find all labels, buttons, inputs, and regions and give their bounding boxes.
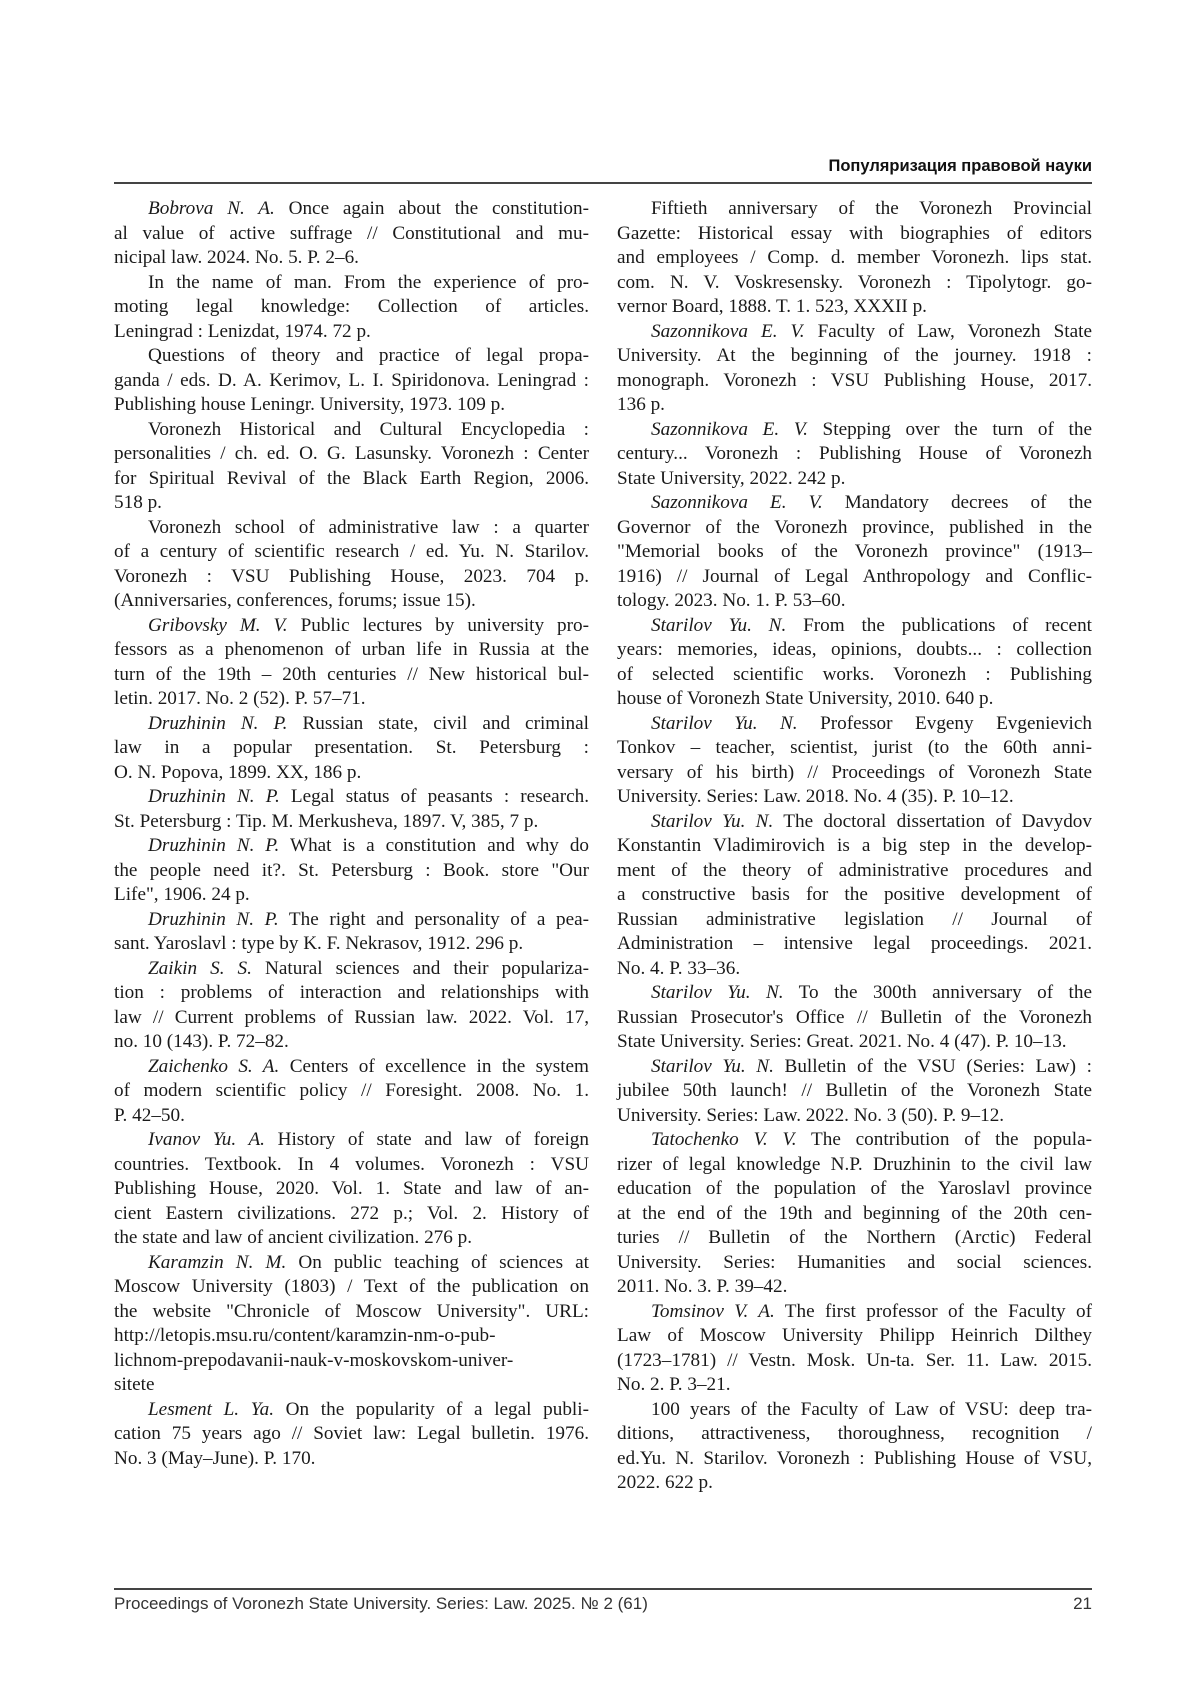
reference-text: tology. 2023. No. 1. P. 53–60. bbox=[617, 590, 846, 611]
reference-line bbox=[114, 736, 589, 761]
reference-text: monograph. Voronezh : VSU Publishing House, 2017. bbox=[617, 370, 1092, 391]
reference-author: Gribovsky M. V. bbox=[148, 615, 288, 636]
reference-line bbox=[617, 736, 1092, 761]
reference-line bbox=[114, 785, 589, 810]
reference-text: History of state and law of foreign bbox=[265, 1129, 589, 1150]
reference-text: the people need it?. St. Petersburg : Book. store "Our bbox=[114, 860, 589, 881]
reference-entry bbox=[617, 1128, 1092, 1300]
reference-line bbox=[617, 344, 1092, 369]
reference-line bbox=[114, 1373, 589, 1398]
reference-text: century... Voronezh : Publishing House of Voronezh bbox=[617, 443, 1092, 464]
reference-text: University. Series: Humanities and social sciences. bbox=[617, 1252, 1092, 1273]
reference-line bbox=[617, 222, 1092, 247]
reference-text: law in a popular presentation. St. Petersburg : bbox=[114, 737, 589, 758]
reference-line bbox=[617, 712, 1092, 737]
footer-rule bbox=[114, 1588, 1092, 1590]
reference-entry bbox=[617, 197, 1092, 320]
reference-text: al value of active suffrage // Constitutional and mu- bbox=[114, 223, 589, 244]
reference-author: Zaichenko S. A. bbox=[148, 1056, 279, 1077]
reference-entry bbox=[114, 908, 589, 957]
reference-line bbox=[114, 295, 589, 320]
reference-line bbox=[114, 1447, 589, 1472]
reference-line bbox=[114, 1422, 589, 1447]
reference-author: Starilov Yu. N. bbox=[651, 982, 784, 1003]
reference-line bbox=[617, 589, 1092, 614]
header-rule bbox=[114, 182, 1092, 184]
reference-text: and employees / Comp. d. member Voronezh. lips stat. bbox=[617, 247, 1092, 268]
reference-author: Druzhinin N. P. bbox=[148, 713, 287, 734]
reference-line bbox=[114, 1030, 589, 1055]
reference-text: no. 10 (143). P. 72–82. bbox=[114, 1031, 289, 1052]
reference-author: Tomsinov V. A. bbox=[651, 1301, 775, 1322]
reference-entry bbox=[617, 810, 1092, 982]
reference-text: St. Petersburg : Tip. M. Merkusheva, 1897. V, 385, 7 p. bbox=[114, 811, 538, 832]
reference-line bbox=[114, 1275, 589, 1300]
reference-text: In the name of man. From the experience of pro- bbox=[148, 272, 589, 293]
reference-text: Bulletin of the VSU (Series: Law) : bbox=[774, 1056, 1092, 1077]
reference-text: Life", 1906. 24 p. bbox=[114, 884, 250, 905]
reference-line bbox=[617, 1324, 1092, 1349]
reference-line bbox=[617, 1226, 1092, 1251]
reference-text: years: memories, ideas, opinions, doubts... : collection bbox=[617, 639, 1092, 660]
reference-text: of modern scientific policy // Foresight. 2008. No. 1. bbox=[114, 1080, 589, 1101]
reference-line bbox=[617, 1300, 1092, 1325]
reference-line bbox=[617, 1447, 1092, 1472]
reference-line bbox=[617, 565, 1092, 590]
reference-text: On public teaching of sciences at bbox=[286, 1252, 589, 1273]
reference-line bbox=[617, 295, 1092, 320]
reference-text: Professor Evgeny Evgenievich bbox=[798, 713, 1092, 734]
reference-text: fessors as a phenomenon of urban life in Russia at the bbox=[114, 639, 589, 660]
reference-text: University. Series: Law. 2018. No. 4 (35). P. 10–12. bbox=[617, 786, 1014, 807]
reference-entry bbox=[617, 712, 1092, 810]
reference-text: ganda / eds. D. A. Kerimov, L. I. Spiridonova. Leningrad : bbox=[114, 370, 589, 391]
reference-text: lichnom-prepodavanii-nauk-v-moskovskom-univer- bbox=[114, 1350, 513, 1371]
reference-author: Sazonnikova E. V. bbox=[651, 492, 823, 513]
reference-text: cient Eastern civilizations. 272 p.; Vol. 2. History of bbox=[114, 1203, 589, 1224]
reference-line bbox=[617, 1422, 1092, 1447]
reference-line bbox=[114, 981, 589, 1006]
reference-entry bbox=[114, 785, 589, 834]
reference-line bbox=[114, 565, 589, 590]
reference-text: tion : problems of interaction and relationships with bbox=[114, 982, 589, 1003]
reference-text: Fiftieth anniversary of the Voronezh Provincial bbox=[651, 198, 1092, 219]
reference-text: rizer of legal knowledge N.P. Druzhinin to the civil law bbox=[617, 1154, 1092, 1175]
reference-line bbox=[114, 614, 589, 639]
reference-line bbox=[617, 1153, 1092, 1178]
reference-entry bbox=[114, 418, 589, 516]
reference-line bbox=[114, 589, 589, 614]
reference-line bbox=[114, 1226, 589, 1251]
reference-line bbox=[617, 418, 1092, 443]
reference-text: for Spiritual Revival of the Black Earth Region, 2006. bbox=[114, 468, 589, 489]
reference-text: Publishing House, 2020. Vol. 1. State and law of an- bbox=[114, 1178, 589, 1199]
reference-entry bbox=[114, 712, 589, 786]
reference-line bbox=[114, 810, 589, 835]
reference-text: law // Current problems of Russian law. 2022. Vol. 17, bbox=[114, 1007, 589, 1028]
reference-line bbox=[617, 1030, 1092, 1055]
reference-line bbox=[617, 1177, 1092, 1202]
reference-entry bbox=[114, 197, 589, 271]
reference-text: of a century of scientific research / ed. Yu. N. Starilov. bbox=[114, 541, 589, 562]
reference-author: Sazonnikova E. V. bbox=[651, 321, 805, 342]
reference-line bbox=[617, 1128, 1092, 1153]
reference-entry bbox=[617, 1300, 1092, 1398]
reference-line bbox=[617, 663, 1092, 688]
reference-line bbox=[114, 1104, 589, 1129]
reference-text: ditions, attractiveness, thoroughness, recognition / bbox=[617, 1423, 1092, 1444]
reference-line bbox=[114, 1398, 589, 1423]
reference-author: Starilov Yu. N. bbox=[651, 1056, 774, 1077]
reference-text: the state and law of ancient civilization. 276 p. bbox=[114, 1227, 472, 1248]
reference-line bbox=[617, 614, 1092, 639]
reference-text: P. 42–50. bbox=[114, 1105, 185, 1126]
reference-text: The contribution of the popula- bbox=[797, 1129, 1093, 1150]
reference-text: ed.Yu. N. Starilov. Voronezh : Publishing House of VSU, bbox=[617, 1448, 1092, 1469]
reference-author: Starilov Yu. N. bbox=[651, 615, 786, 636]
reference-text: What is a constitution and why do bbox=[279, 835, 589, 856]
reference-entry bbox=[617, 320, 1092, 418]
reference-author: Ivanov Yu. A. bbox=[148, 1129, 265, 1150]
reference-line bbox=[114, 908, 589, 933]
reference-line bbox=[114, 1153, 589, 1178]
reference-text: No. 3 (May–June). P. 170. bbox=[114, 1448, 315, 1469]
reference-line bbox=[617, 467, 1092, 492]
reference-entry bbox=[114, 1251, 589, 1398]
reference-line bbox=[114, 932, 589, 957]
reference-text: University. At the beginning of the journey. 1918 : bbox=[617, 345, 1092, 366]
reference-entry bbox=[114, 344, 589, 418]
reference-author: Druzhinin N. P. bbox=[148, 786, 280, 807]
reference-text: vernor Board, 1888. T. 1. 523, XXXII p. bbox=[617, 296, 927, 317]
reference-entry bbox=[617, 1398, 1092, 1496]
reference-text: Leningrad : Lenizdat, 1974. 72 p. bbox=[114, 321, 371, 342]
reference-line bbox=[114, 1349, 589, 1374]
reference-line bbox=[114, 1128, 589, 1153]
reference-entry bbox=[114, 1055, 589, 1129]
reference-text: at the end of the 19th and beginning of the 20th cen- bbox=[617, 1203, 1092, 1224]
reference-text: Tonkov – teacher, scientist, jurist (to the 60th anni- bbox=[617, 737, 1092, 758]
reference-line bbox=[617, 834, 1092, 859]
reference-text: cation 75 years ago // Soviet law: Legal bulletin. 1976. bbox=[114, 1423, 589, 1444]
reference-line bbox=[114, 197, 589, 222]
reference-text: Voronezh Historical and Cultural Encyclopedia : bbox=[148, 419, 589, 440]
reference-line bbox=[617, 540, 1092, 565]
reference-text: From the publications of recent bbox=[786, 615, 1092, 636]
reference-line bbox=[617, 369, 1092, 394]
reference-entry bbox=[617, 1055, 1092, 1129]
reference-text: Centers of excellence in the system bbox=[279, 1056, 589, 1077]
reference-text: (Anniversaries, conferences, forums; issue 15). bbox=[114, 590, 476, 611]
reference-author: Sazonnikova E. V. bbox=[651, 419, 808, 440]
reference-line bbox=[617, 981, 1092, 1006]
reference-text: of selected scientific works. Voronezh : Publishing bbox=[617, 664, 1092, 685]
reference-text: No. 2. P. 3–21. bbox=[617, 1374, 731, 1395]
reference-text: (1723–1781) // Vestn. Mosk. Un-ta. Ser. 11. Law. 2015. bbox=[617, 1350, 1092, 1371]
reference-line bbox=[114, 222, 589, 247]
reference-author: Lesment L. Ya. bbox=[148, 1399, 274, 1420]
reference-line bbox=[617, 246, 1092, 271]
reference-line bbox=[617, 1275, 1092, 1300]
reference-line bbox=[114, 1055, 589, 1080]
reference-line bbox=[114, 320, 589, 345]
reference-text: letin. 2017. No. 2 (52). P. 57–71. bbox=[114, 688, 366, 709]
reference-text: sant. Yaroslavl : type by K. F. Nekrasov, 1912. 296 p. bbox=[114, 933, 523, 954]
reference-line bbox=[114, 467, 589, 492]
reference-entry bbox=[617, 614, 1092, 712]
reference-text: State University, 2022. 242 p. bbox=[617, 468, 845, 489]
reference-text: the website "Chronicle of Moscow University". URL: bbox=[114, 1301, 589, 1322]
reference-text: versary of his birth) // Proceedings of Voronezh State bbox=[617, 762, 1092, 783]
reference-text: sitete bbox=[114, 1374, 155, 1395]
reference-line bbox=[617, 908, 1092, 933]
reference-author: Druzhinin N. P. bbox=[148, 909, 279, 930]
reference-line bbox=[114, 1324, 589, 1349]
references-right-column bbox=[617, 197, 1092, 1496]
reference-entry bbox=[617, 981, 1092, 1055]
references-left-column bbox=[114, 197, 589, 1471]
reference-text: Stepping over the turn of the bbox=[808, 419, 1092, 440]
footer-journal-citation: Proceedings of Voronezh State University. Series: Law. 2025. № 2 (61) bbox=[114, 1594, 648, 1614]
reference-author: Starilov Yu. N. bbox=[651, 811, 773, 832]
reference-line bbox=[617, 1202, 1092, 1227]
reference-text: moting legal knowledge: Collection of articles. bbox=[114, 296, 589, 317]
reference-text: 2011. No. 3. P. 39–42. bbox=[617, 1276, 787, 1297]
reference-entry bbox=[114, 1128, 589, 1251]
reference-line bbox=[114, 369, 589, 394]
reference-entry bbox=[114, 271, 589, 345]
reference-text: State University. Series: Great. 2021. No. 4 (47). P. 10–13. bbox=[617, 1031, 1067, 1052]
reference-line bbox=[114, 638, 589, 663]
reference-line bbox=[114, 393, 589, 418]
reference-author: Karamzin N. M. bbox=[148, 1252, 286, 1273]
reference-line bbox=[114, 1079, 589, 1104]
reference-line bbox=[617, 638, 1092, 663]
reference-text: Russian Prosecutor's Office // Bulletin of the Voronezh bbox=[617, 1007, 1092, 1028]
reference-text: Russian administrative legislation // Journal of bbox=[617, 909, 1092, 930]
reference-entry bbox=[114, 1398, 589, 1472]
reference-line bbox=[114, 271, 589, 296]
reference-text: The right and personality of a pea- bbox=[279, 909, 589, 930]
reference-line bbox=[617, 320, 1092, 345]
reference-text: On the popularity of a legal publi- bbox=[274, 1399, 589, 1420]
reference-text: education of the population of the Yaroslavl province bbox=[617, 1178, 1092, 1199]
reference-text: Natural sciences and their populariza- bbox=[252, 958, 589, 979]
reference-text: University. Series: Law. 2022. No. 3 (50). P. 9–12. bbox=[617, 1105, 1004, 1126]
reference-line bbox=[114, 1006, 589, 1031]
reference-line bbox=[617, 1471, 1092, 1496]
reference-line bbox=[114, 883, 589, 908]
reference-line bbox=[617, 883, 1092, 908]
reference-line bbox=[617, 859, 1092, 884]
reference-text: countries. Textbook. In 4 volumes. Voronezh : VSU bbox=[114, 1154, 589, 1175]
reference-line bbox=[114, 957, 589, 982]
reference-line bbox=[617, 1006, 1092, 1031]
reference-author: Druzhinin N. P. bbox=[148, 835, 279, 856]
reference-text: com. N. V. Voskresensky. Voronezh : Tipolytogr. go- bbox=[617, 272, 1092, 293]
reference-line bbox=[114, 1300, 589, 1325]
reference-text: The doctoral dissertation of Davydov bbox=[773, 811, 1092, 832]
reference-text: ment of the theory of administrative procedures and bbox=[617, 860, 1092, 881]
reference-text: Moscow University (1803) / Text of the publication on bbox=[114, 1276, 589, 1297]
reference-text: Public lectures by university pro- bbox=[288, 615, 589, 636]
reference-line bbox=[617, 1079, 1092, 1104]
reference-author: Zaikin S. S. bbox=[148, 958, 252, 979]
reference-line bbox=[617, 1349, 1092, 1374]
reference-line bbox=[114, 859, 589, 884]
reference-text[interactable]: http://letopis.msu.ru/content/karamzin-nm-o-pub- bbox=[114, 1325, 496, 1346]
reference-line bbox=[617, 1373, 1092, 1398]
reference-line bbox=[114, 712, 589, 737]
reference-entry bbox=[114, 834, 589, 908]
reference-line bbox=[617, 442, 1092, 467]
reference-text: 518 p. bbox=[114, 492, 162, 513]
reference-line bbox=[617, 761, 1092, 786]
reference-text: nicipal law. 2024. No. 5. P. 2–6. bbox=[114, 247, 359, 268]
reference-line bbox=[114, 663, 589, 688]
reference-text: Faculty of Law, Voronezh State bbox=[805, 321, 1092, 342]
reference-line bbox=[114, 1177, 589, 1202]
reference-text: 1916) // Journal of Legal Anthropology and Conflic- bbox=[617, 566, 1092, 587]
reference-text: house of Voronezh State University, 2010. 640 p. bbox=[617, 688, 993, 709]
reference-text: O. N. Popova, 1899. XX, 186 p. bbox=[114, 762, 361, 783]
reference-line bbox=[114, 344, 589, 369]
reference-line bbox=[114, 246, 589, 271]
reference-line bbox=[617, 687, 1092, 712]
reference-text: Konstantin Vladimirovich is a big step in the develop- bbox=[617, 835, 1092, 856]
reference-line bbox=[114, 834, 589, 859]
reference-line bbox=[617, 271, 1092, 296]
reference-entry bbox=[114, 516, 589, 614]
reference-text: personalities / ch. ed. O. G. Lasunsky. Voronezh : Center bbox=[114, 443, 589, 464]
reference-text: Law of Moscow University Philipp Heinrich Dilthey bbox=[617, 1325, 1092, 1346]
reference-line bbox=[114, 442, 589, 467]
reference-text: Governor of the Voronezh province, published in the bbox=[617, 517, 1092, 538]
reference-author: Starilov Yu. N. bbox=[651, 713, 798, 734]
reference-text: turies // Bulletin of the Northern (Arctic) Federal bbox=[617, 1227, 1092, 1248]
reference-text: 2022. 622 p. bbox=[617, 1472, 713, 1493]
reference-text: Gazette: Historical essay with biographies of editors bbox=[617, 223, 1092, 244]
reference-text: 100 years of the Faculty of Law of VSU: deep tra- bbox=[651, 1399, 1092, 1420]
reference-text: a constructive basis for the positive development of bbox=[617, 884, 1092, 905]
reference-text: Legal status of peasants : research. bbox=[280, 786, 589, 807]
reference-text: No. 4. P. 33–36. bbox=[617, 958, 740, 979]
reference-entry bbox=[617, 491, 1092, 614]
reference-author: Bobrova N. A. bbox=[148, 198, 275, 219]
reference-line bbox=[617, 197, 1092, 222]
reference-line bbox=[114, 491, 589, 516]
reference-text: Mandatory decrees of the bbox=[823, 492, 1092, 513]
reference-line bbox=[617, 1055, 1092, 1080]
reference-text: To the 300th anniversary of the bbox=[784, 982, 1092, 1003]
reference-text: Publishing house Leningr. University, 1973. 109 p. bbox=[114, 394, 505, 415]
reference-text: turn of the 19th – 20th centuries // New historical bul- bbox=[114, 664, 589, 685]
reference-line bbox=[114, 540, 589, 565]
reference-line bbox=[114, 687, 589, 712]
reference-text: Russian state, civil and criminal bbox=[287, 713, 589, 734]
running-head-title: Популяризация правовой науки bbox=[828, 157, 1092, 176]
reference-line bbox=[114, 418, 589, 443]
reference-text: The first professor of the Faculty of bbox=[775, 1301, 1092, 1322]
reference-entry bbox=[617, 418, 1092, 492]
reference-entry bbox=[114, 614, 589, 712]
reference-line bbox=[617, 932, 1092, 957]
reference-line bbox=[114, 1251, 589, 1276]
reference-text: Administration – intensive legal proceedings. 2021. bbox=[617, 933, 1092, 954]
reference-line bbox=[617, 1251, 1092, 1276]
reference-line bbox=[617, 1398, 1092, 1423]
reference-text: "Memorial books of the Voronezh province" (1913– bbox=[617, 541, 1092, 562]
reference-text: Voronezh school of administrative law : a quarter bbox=[148, 517, 589, 538]
reference-line bbox=[114, 761, 589, 786]
reference-line bbox=[114, 1202, 589, 1227]
reference-line bbox=[617, 810, 1092, 835]
reference-entry bbox=[114, 957, 589, 1055]
reference-line bbox=[617, 957, 1092, 982]
reference-line bbox=[617, 516, 1092, 541]
reference-text: Once again about the constitution- bbox=[275, 198, 589, 219]
reference-author: Tatochenko V. V. bbox=[651, 1129, 797, 1150]
reference-line bbox=[617, 393, 1092, 418]
reference-line bbox=[114, 516, 589, 541]
reference-line bbox=[617, 785, 1092, 810]
reference-text: Questions of theory and practice of legal propa- bbox=[148, 345, 589, 366]
page-number: 21 bbox=[1073, 1594, 1092, 1614]
reference-text: Voronezh : VSU Publishing House, 2023. 704 p. bbox=[114, 566, 589, 587]
reference-line bbox=[617, 1104, 1092, 1129]
reference-text: jubilee 50th launch! // Bulletin of the Voronezh State bbox=[617, 1080, 1092, 1101]
reference-text: 136 p. bbox=[617, 394, 665, 415]
reference-line bbox=[617, 491, 1092, 516]
